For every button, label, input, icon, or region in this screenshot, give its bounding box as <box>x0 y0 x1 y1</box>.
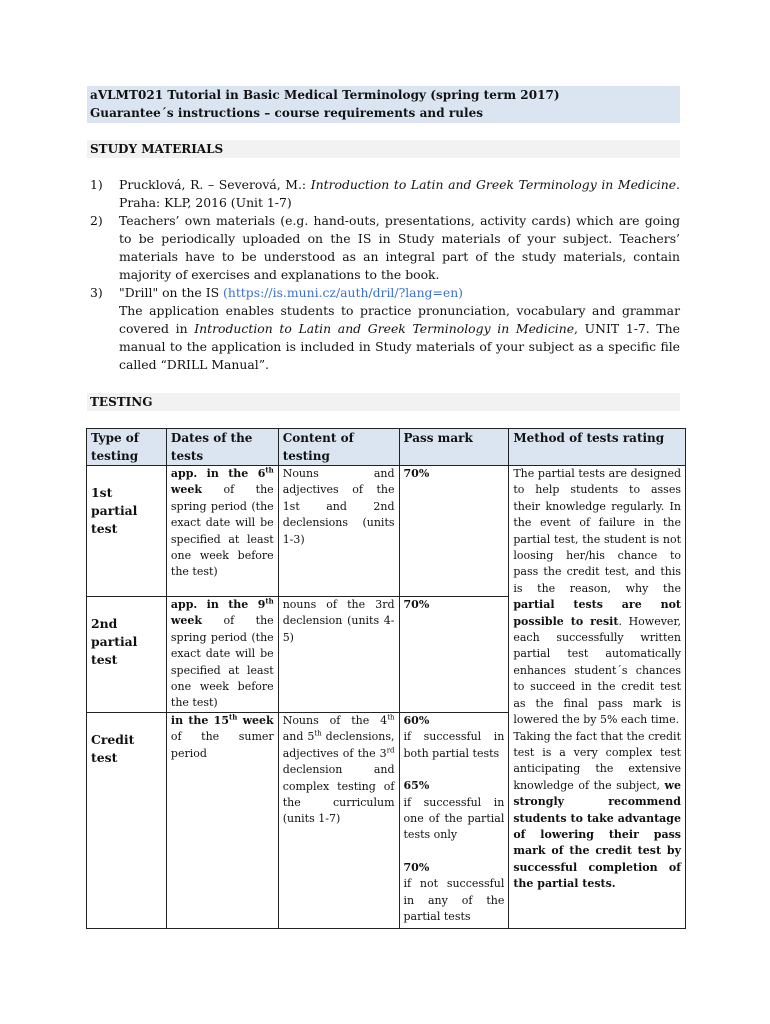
drill-link[interactable]: (https://is.muni.cz/auth/dril/?lang=en) <box>223 285 464 300</box>
pass-mark: 70% <box>399 597 509 713</box>
pass-mark: 60% if successful in both partial tests 65% if successful in one of the partial tests only 70% if not successful in any of the partial tests <box>399 713 509 929</box>
course-subtitle: Guarantee´s instructions – course requirements and rules <box>90 106 484 120</box>
col-header: Dates of the tests <box>166 429 278 466</box>
testing-heading: TESTING <box>87 393 680 411</box>
test-content: Nouns and adjectives of the 1st and 2nd declensions (units 1-3) <box>278 466 399 597</box>
test-type: Credit test <box>87 713 167 929</box>
col-header: Pass mark <box>399 429 509 466</box>
list-item: 3) "Drill" on the IS (https://is.muni.cz/auth/dril/?lang=en) The application enables students to practice pronunciation, vocabulary and grammar covered in Introduction to Latin and Greek Terminology in Medicine, UNIT 1-7. The manual to the application is included in Study materials of your subject as a specific file called “DRILL Manual”. <box>90 285 680 372</box>
col-header: Type of testing <box>87 429 167 466</box>
test-type: 1st partial test <box>87 466 167 597</box>
test-date: app. in the 9th week of the spring period (the exact date will be specified at least one week before the test) <box>166 597 278 713</box>
test-date: in the 15th week of the sumer period <box>166 713 278 929</box>
course-title: aVLMT021 Tutorial in Basic Medical Terminology (spring term 2017) <box>90 88 560 102</box>
test-date: app. in the 6th week of the spring period (the exact date will be specified at least one week before the test) <box>166 466 278 597</box>
list-item: 2) Teachers’ own materials (e.g. hand-outs, presentations, activity cards) which are going to be periodically uploaded on the IS in Study materials of your subject. Teachers’ materials have to be understood as an integral part of the study materials, contain majority of exercises and explanations to the book. <box>90 213 680 282</box>
pass-mark: 70% <box>399 466 509 597</box>
table-row <box>87 466 686 597</box>
rating-method: The partial tests are designed to help students to asses their knowledge regularly. In the event of failure in the partial test, the student is not loosing her/his chance to pass the credit test, and this is the reason, why the partial tests are not possible to resit. However, each successfully written partial test automatically enhances student´s chances to succeed in the credit test as the final pass mark is lowered the by 5% each time. Taking the fact that the credit test is a very complex test anticipating the extensive knowledge of the subject, we strongly recommend students to take advantage of lowering their pass mark of the credit test by successful completion of the partial tests. <box>509 466 686 929</box>
title-block <box>87 86 680 123</box>
col-header: Method of tests rating <box>509 429 686 466</box>
table-header-row <box>87 429 686 466</box>
col-header: Content of testing <box>278 429 399 466</box>
study-materials-heading: STUDY MATERIALS <box>87 140 680 158</box>
test-type: 2nd partial test <box>87 597 167 713</box>
list-item: 1) Prucklová, R. – Severová, M.: Introduction to Latin and Greek Terminology in Medicine. Praha: KLP, 2016 (Unit 1-7) <box>90 177 680 210</box>
study-materials-list <box>90 176 680 374</box>
test-content: Nouns of the 4th and 5th declensions, adjectives of the 3rd declension and complex testing of the curriculum (units 1-7) <box>278 713 399 929</box>
testing-table <box>86 428 686 929</box>
test-content: nouns of the 3rd declension (units 4-5) <box>278 597 399 713</box>
